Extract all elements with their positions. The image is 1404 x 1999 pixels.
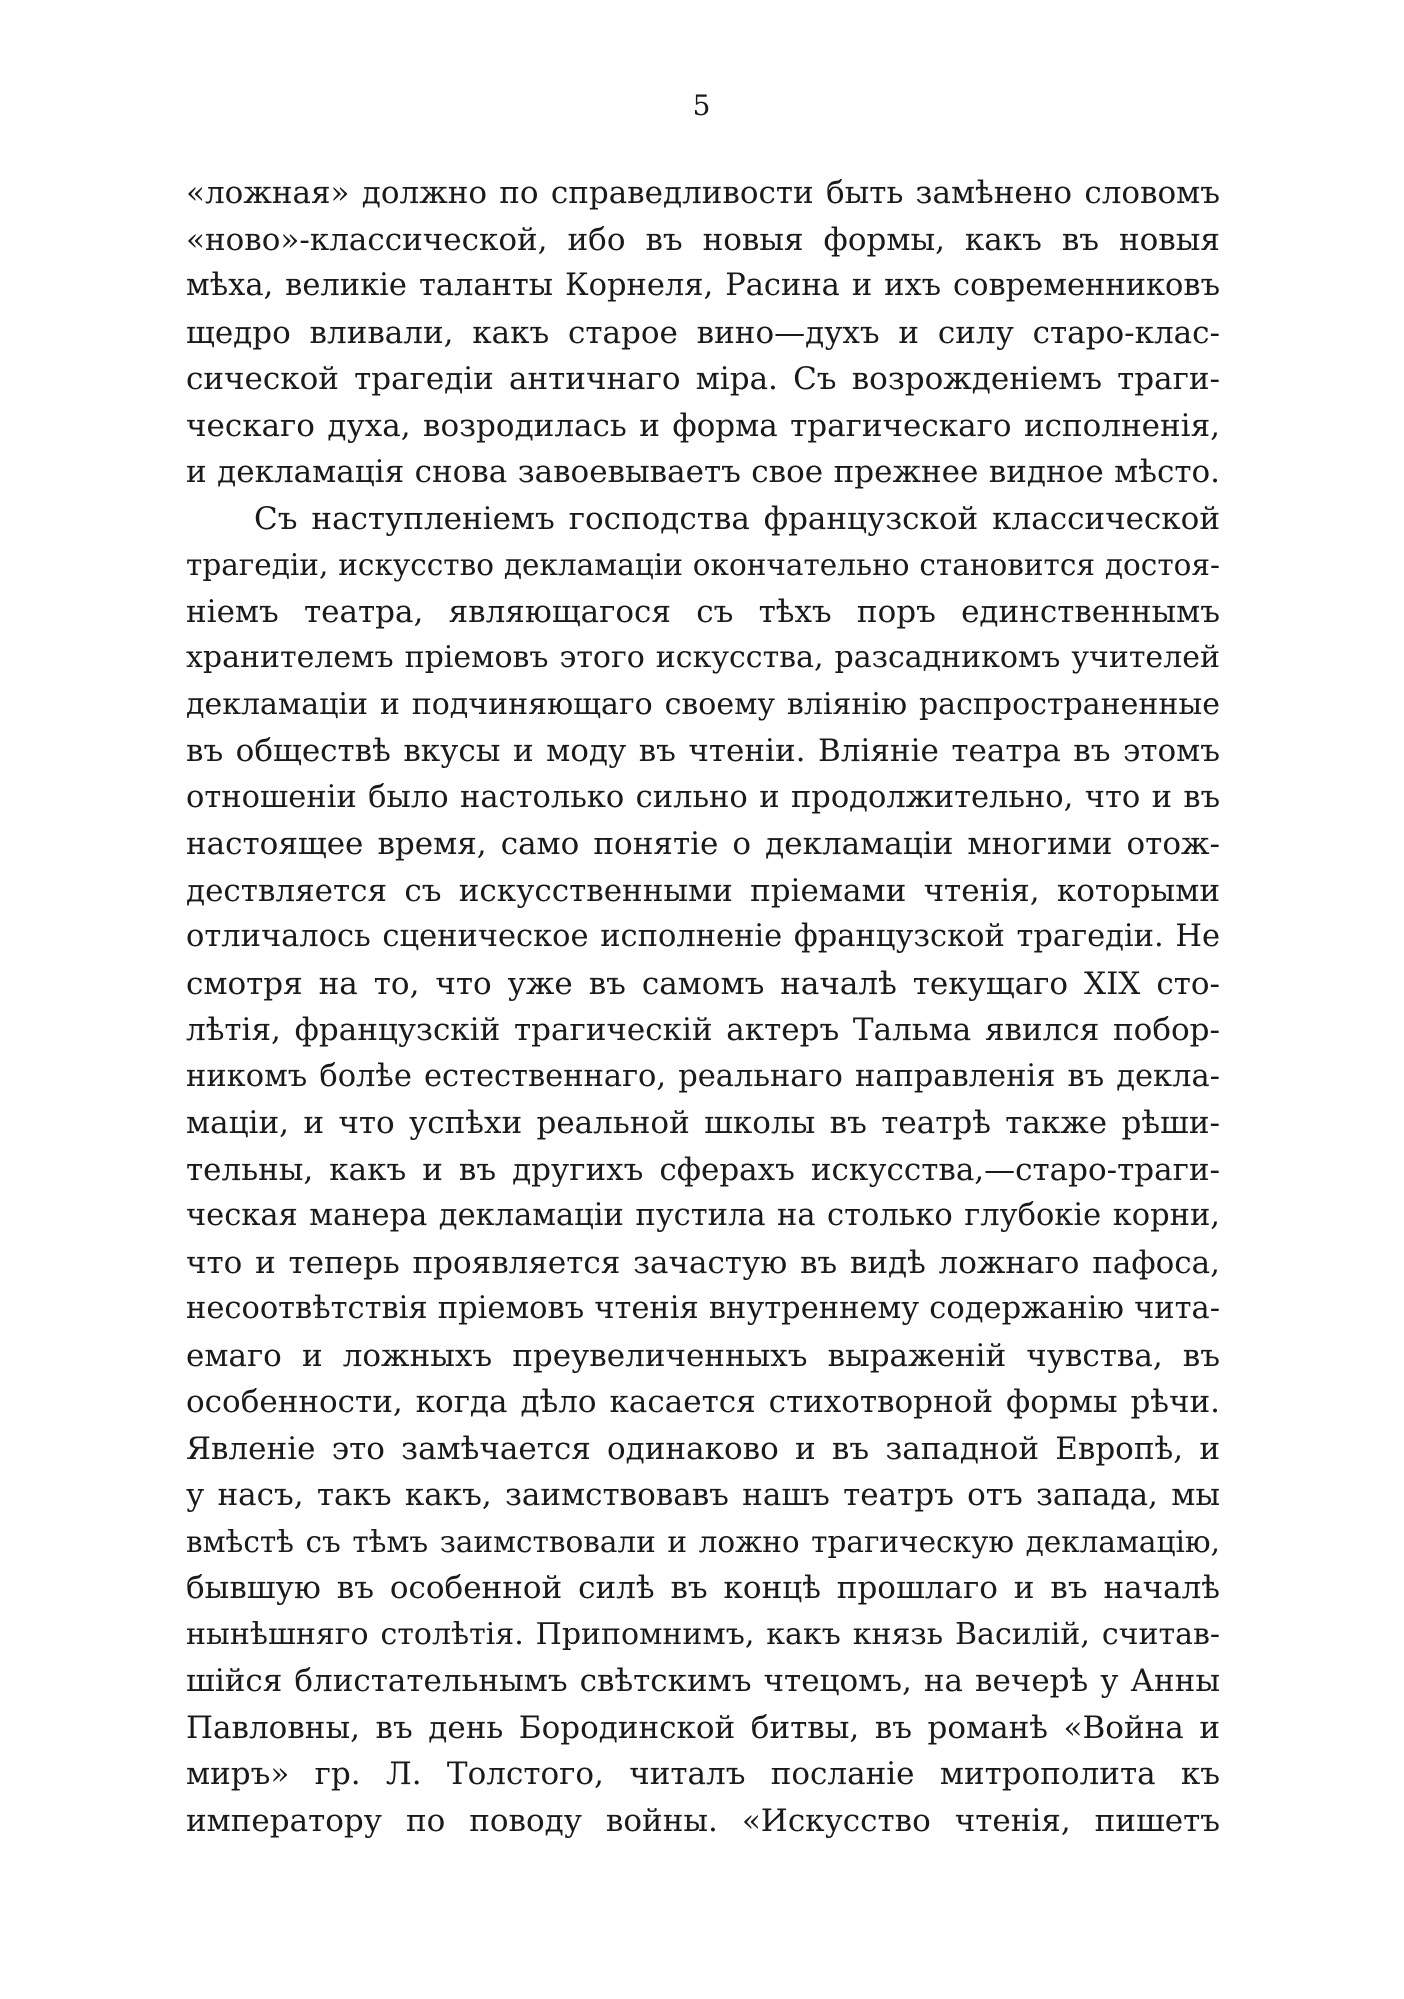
text-line: шійся блистательнымъ свѣтскимъ чтецомъ, на вечерѣ у Анны (186, 1663, 1220, 1699)
text-line: «ложная» должно по справедливости быть замѣнено словомъ (186, 175, 1220, 211)
text-line: ніемъ театра, являющагося съ тѣхъ поръ единственнымъ (186, 593, 1220, 630)
text-line: ческая манера декламаціи пустила на столько глубокіе корни, (186, 1198, 1220, 1233)
text-line: сической трагедіи античнаго міра. Съ возрожденіемъ траги- (186, 361, 1220, 397)
text-line: Явленіе это замѣчается одинаково и въ западной Европѣ, и (186, 1430, 1220, 1467)
text-line: настоящее время, само понятіе о декламаціи многими отож- (186, 826, 1220, 862)
text-line: миръ» гр. Л. Толстого, читалъ посланіе митрополита къ (186, 1756, 1220, 1792)
text-line: ческаго духа, возродилась и форма трагическаго исполненія, (186, 407, 1220, 444)
text-line: щедро вливали, какъ старое вино—духъ и силу старо-клас- (186, 314, 1220, 351)
text-line: лѣтія, французскій трагическій актеръ Тальма явился побор- (186, 1012, 1220, 1048)
text-line: вмѣстѣ съ тѣмъ заимствовали и ложно трагическую декламацію, (186, 1524, 1220, 1559)
text-line: мѣха, великіе таланты Корнеля, Расина и ихъ современниковъ (186, 268, 1220, 303)
text-line: емаго и ложныхъ преувеличенныхъ выраженій чувства, въ (186, 1337, 1220, 1374)
text-line: хранителемъ пріемовъ этого искусства, разсадникомъ учителей (186, 640, 1220, 675)
text-line: дествляется съ искусственными пріемами чтенія, которыми (186, 872, 1220, 909)
text-line: никомъ болѣе естественнаго, реальнаго направленія въ декла- (186, 1058, 1220, 1094)
text-line: въ обществѣ вкусы и моду въ чтеніи. Вліяніе театра въ этомъ (186, 733, 1220, 769)
body-text (186, 170, 1220, 1844)
text-line: декламаціи и подчиняющаго своему вліянію распространенные (186, 686, 1220, 722)
text-line: у насъ, такъ какъ, заимствовавъ нашъ театръ отъ запада, мы (186, 1477, 1220, 1513)
paragraph-start-line: Съ наступленіемъ господства французской классической (254, 500, 1220, 537)
text-line: что и теперь проявляется зачастую въ видѣ ложнаго пафоса, (186, 1244, 1220, 1281)
text-line: отношеніи было настолько сильно и продолжительно, что и въ (186, 779, 1220, 815)
text-line: несоотвѣтствія пріемовъ чтенія внутреннему содержанію чита- (186, 1291, 1220, 1326)
text-line: императору по поводу войны. «Искусство чтенія, пишетъ (186, 1802, 1220, 1839)
text-line: бывшую въ особенной силѣ въ концѣ прошлаго и въ началѣ (186, 1570, 1220, 1606)
text-line: Павловны, въ день Бородинской битвы, въ романѣ «Война и (186, 1709, 1220, 1746)
text-line: маціи, и что успѣхи реальной школы въ театрѣ также рѣши- (186, 1105, 1220, 1141)
text-line: и декламація снова завоевываетъ свое прежнее видное мѣсто. (186, 454, 1220, 490)
text-line: тельны, какъ и въ другихъ сферахъ искусства,—старо-траги- (186, 1151, 1220, 1188)
text-line: трагедіи, искусство декламаціи окончательно становится достоя- (186, 548, 1220, 582)
text-line: нынѣшняго столѣтія. Припомнимъ, какъ князь Василій, считав- (186, 1616, 1220, 1652)
text-line: особенности, когда дѣло касается стихотворной формы рѣчи. (186, 1384, 1220, 1420)
text-line: «ново»-классической, ибо въ новыя формы, какъ въ новыя (186, 221, 1220, 258)
text-line: смотря на то, что уже въ самомъ началѣ текущаго XIX сто- (186, 965, 1220, 1002)
page-number: 5 (692, 89, 712, 122)
text-line: отличалось сценическое исполненіе французской трагедіи. Не (186, 919, 1220, 954)
